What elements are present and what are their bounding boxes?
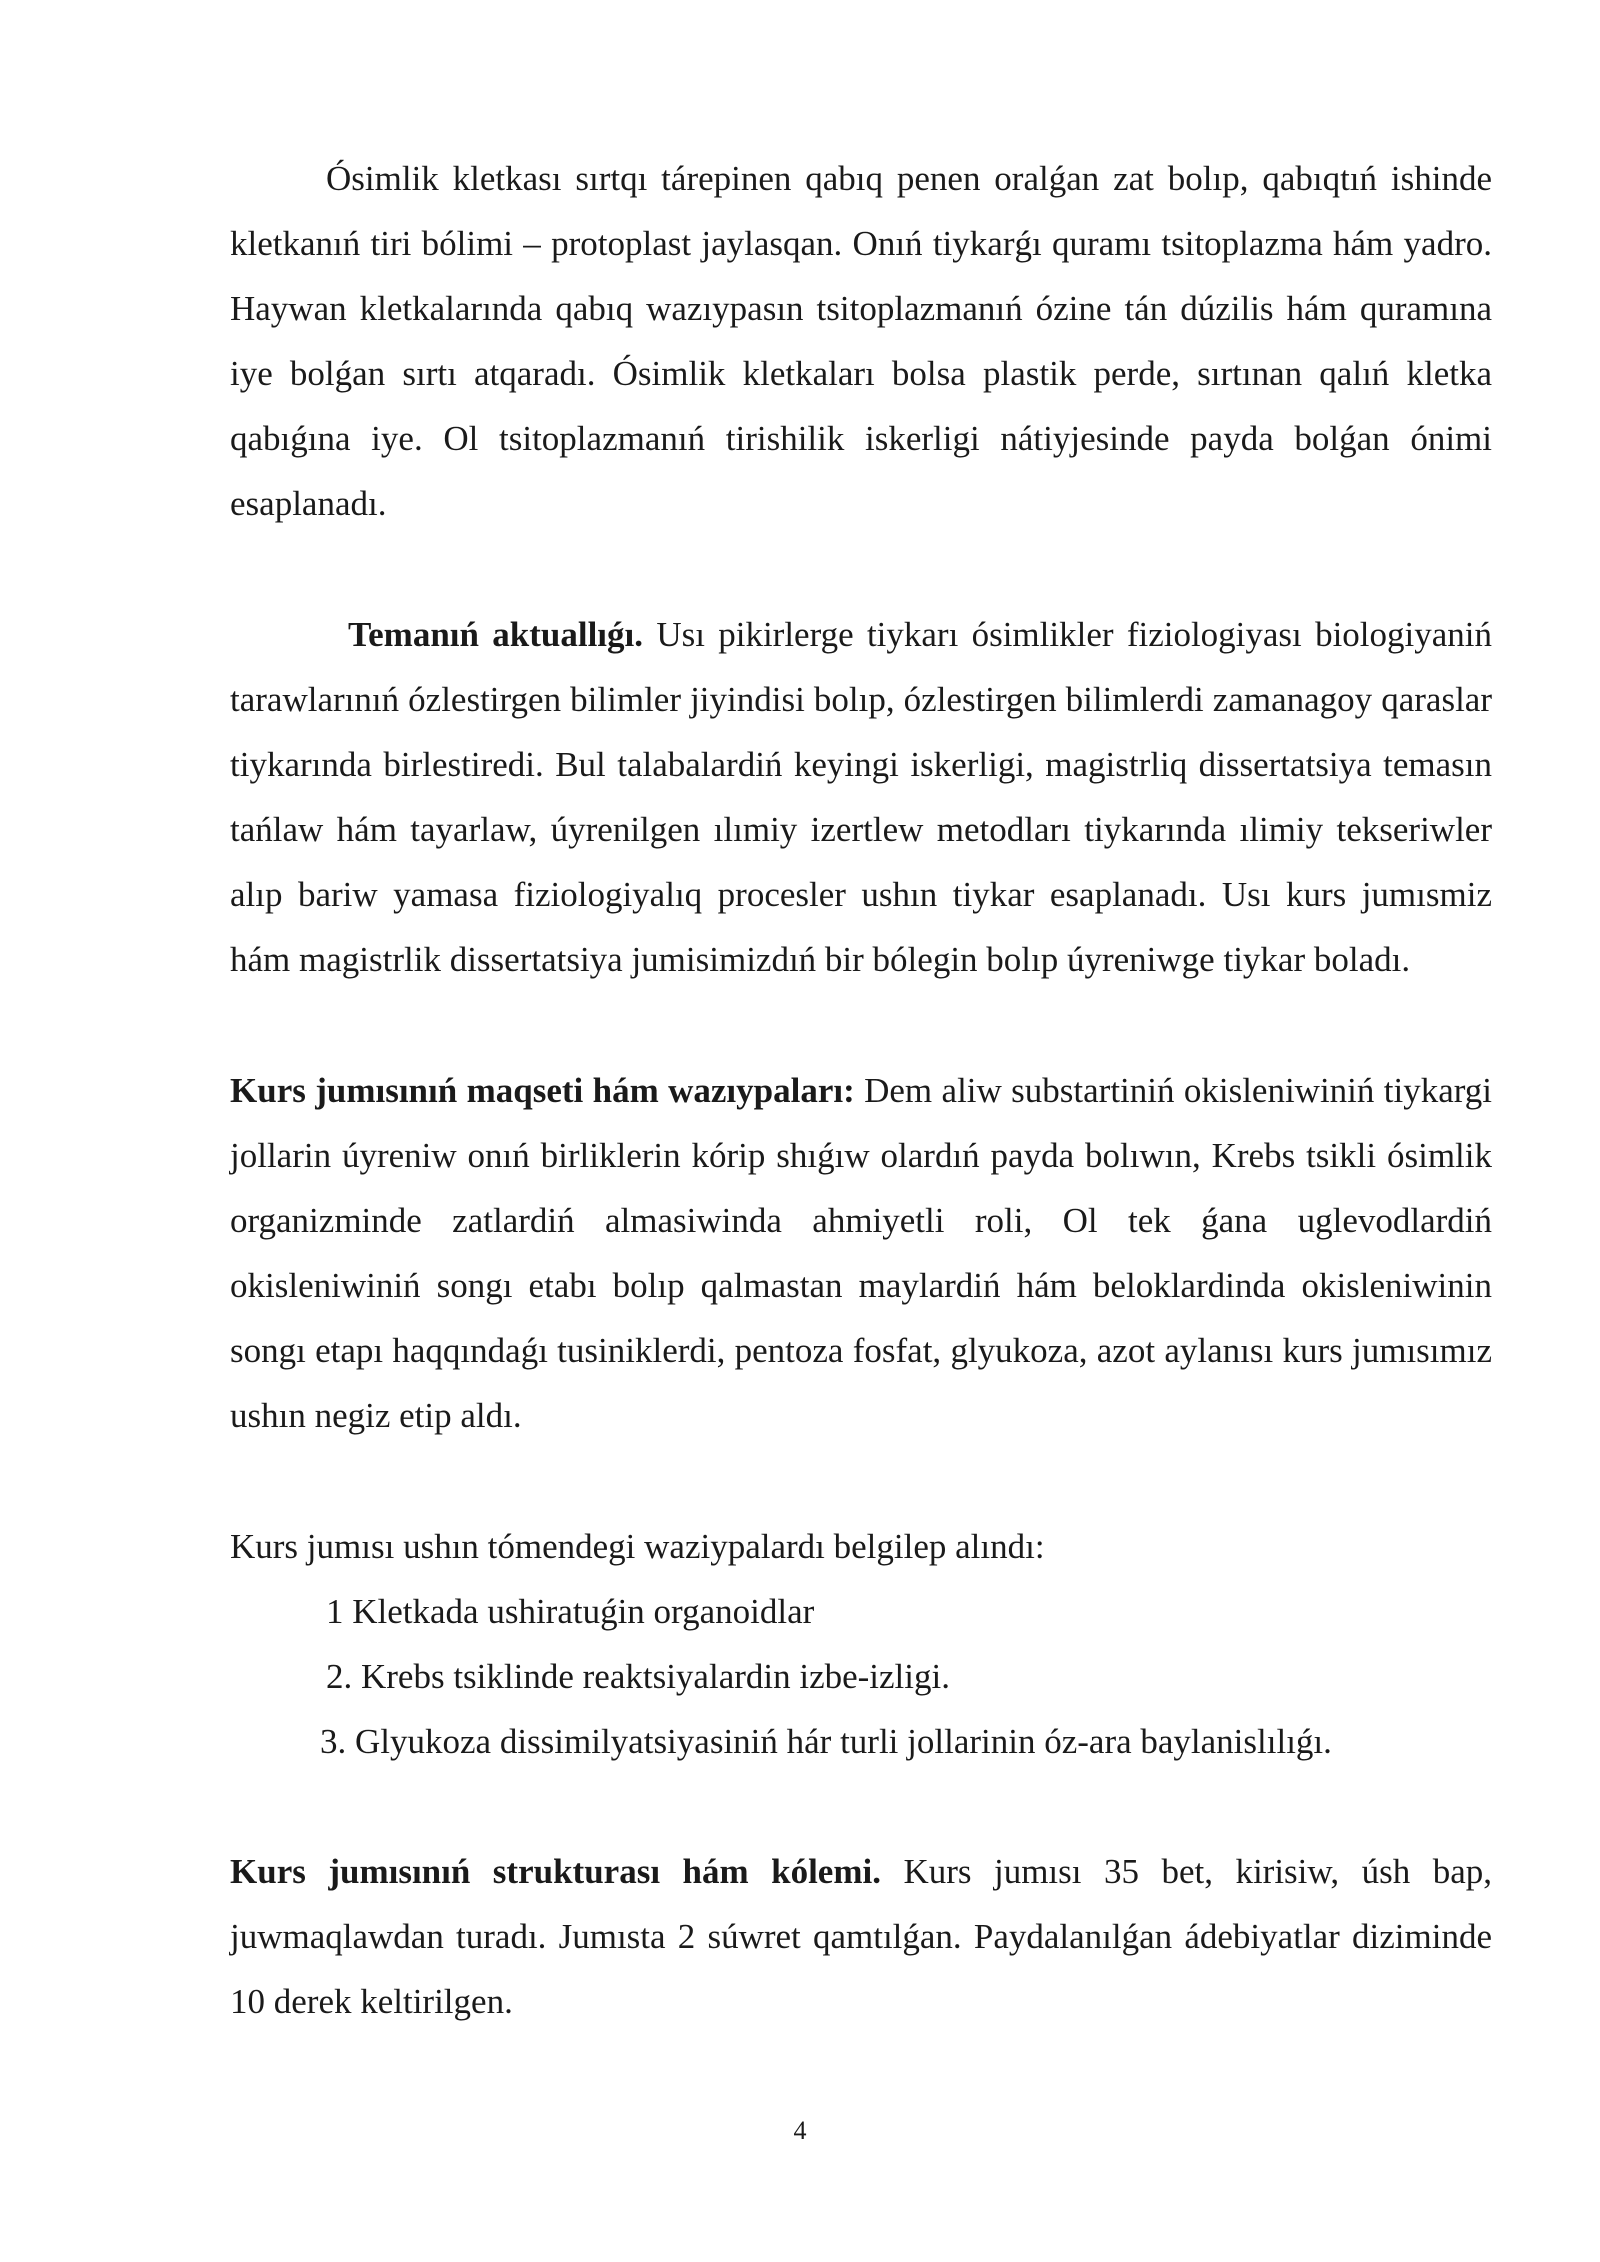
relevance-body: Usı pikirlerge tiykarı ósimlikler fiziologiyası biologiyaniń tarawlarınıń ózlestirgen bilimler jiyindisi bolıp, ózlestirgen bilimlerdi zamanagoy qaraslar tiykarında birlestiredi. Bul talabalardiń keyingi iskerligi, magistrliq dissertatsiya temasın tańlaw hám tayarlaw, úyrenilgen ılımiy izertlew metodları tiykarında ılimiy tekseriwler alıp bariw yamasa fiziologiyalıq procesler ushın tiykar esaplanadı. Usı kurs jumısmiz hám magistrlik dissertatsiya jumisimizdıń bir bólegin bolıp úyreniwge tiykar boladı. (230, 615, 1493, 979)
page-number: 4 (793, 2116, 807, 2145)
task-item: 2. Krebs tsiklinde reaktsiyalardin izbe-izligi. (326, 1657, 950, 1696)
goals-paragraph (230, 1058, 1492, 1448)
task-item: 3. Glyukoza dissimilyatsiyasiniń hár turli jollarinin óz-ara baylanislılıǵı. (320, 1722, 1332, 1761)
structure-paragraph (230, 1839, 1492, 2034)
relevance-heading: Temanıń aktuallıǵı. (348, 615, 644, 654)
intro-paragraph: Ósimlik kletkası sırtqı tárepinen qabıq penen oralǵan zat bolıp, qabıqtıń ishinde kletkanıń tiri bólimi – protoplast jaylasqan. Onıń tiykarǵı quramı tsitoplazma hám yadro. Haywan kletkalarında qabıq wazıypasın tsitoplazmanıń ózine tán dúzilis hám quramına iye bolǵan sırtı atqaradı. Ósimlik kletkaları bolsa plastik perde, sırtınan qalıń kletka qabıǵına iye. Ol tsitoplazmanıń tirishilik iskerligi nátiyjesinde payda bolǵan ónimi esaplanadı. (230, 159, 1492, 523)
relevance-paragraph (230, 602, 1492, 992)
structure-heading: Kurs jumısınıń strukturası hám kólemi. (230, 1852, 881, 1891)
goals-body: Dem aliw substartiniń okisleniwiniń tiykargi jollarin úyreniw onıń birliklerin kórip shıǵıw olardıń payda bolıwın, Krebs tsikli ósimlik organizminde zatlardiń almasiwinda ahmiyetli roli, Ol tek ǵana uglevodlardiń okisleniwiniń songı etabı bolıp qalmastan maylardiń hám beloklardinda okisleniwinin songı etapı haqqındaǵı tusiniklerdi, pentoza fosfat, glyukoza, azot aylanısı kurs jumısımız ushın negiz etip aldı. (230, 1071, 1493, 1435)
goals-heading: Kurs jumısınıń maqseti hám wazıypaları: (230, 1071, 855, 1110)
task-item: 1 Kletkada ushiratuǵin organoidlar (326, 1592, 815, 1631)
tasks-intro: Kurs jumısı ushın tómendegi waziypalardı belgilep alındı: (230, 1527, 1045, 1566)
structure-body: Kurs jumısı 35 bet, kirisiw, úsh bap, juwmaqlawdan turadı. Jumısta 2 súwret qamtılǵan. Paydalanılǵan ádebiyatlar diziminde 10 derek keltirilgen. (230, 1852, 1493, 2021)
